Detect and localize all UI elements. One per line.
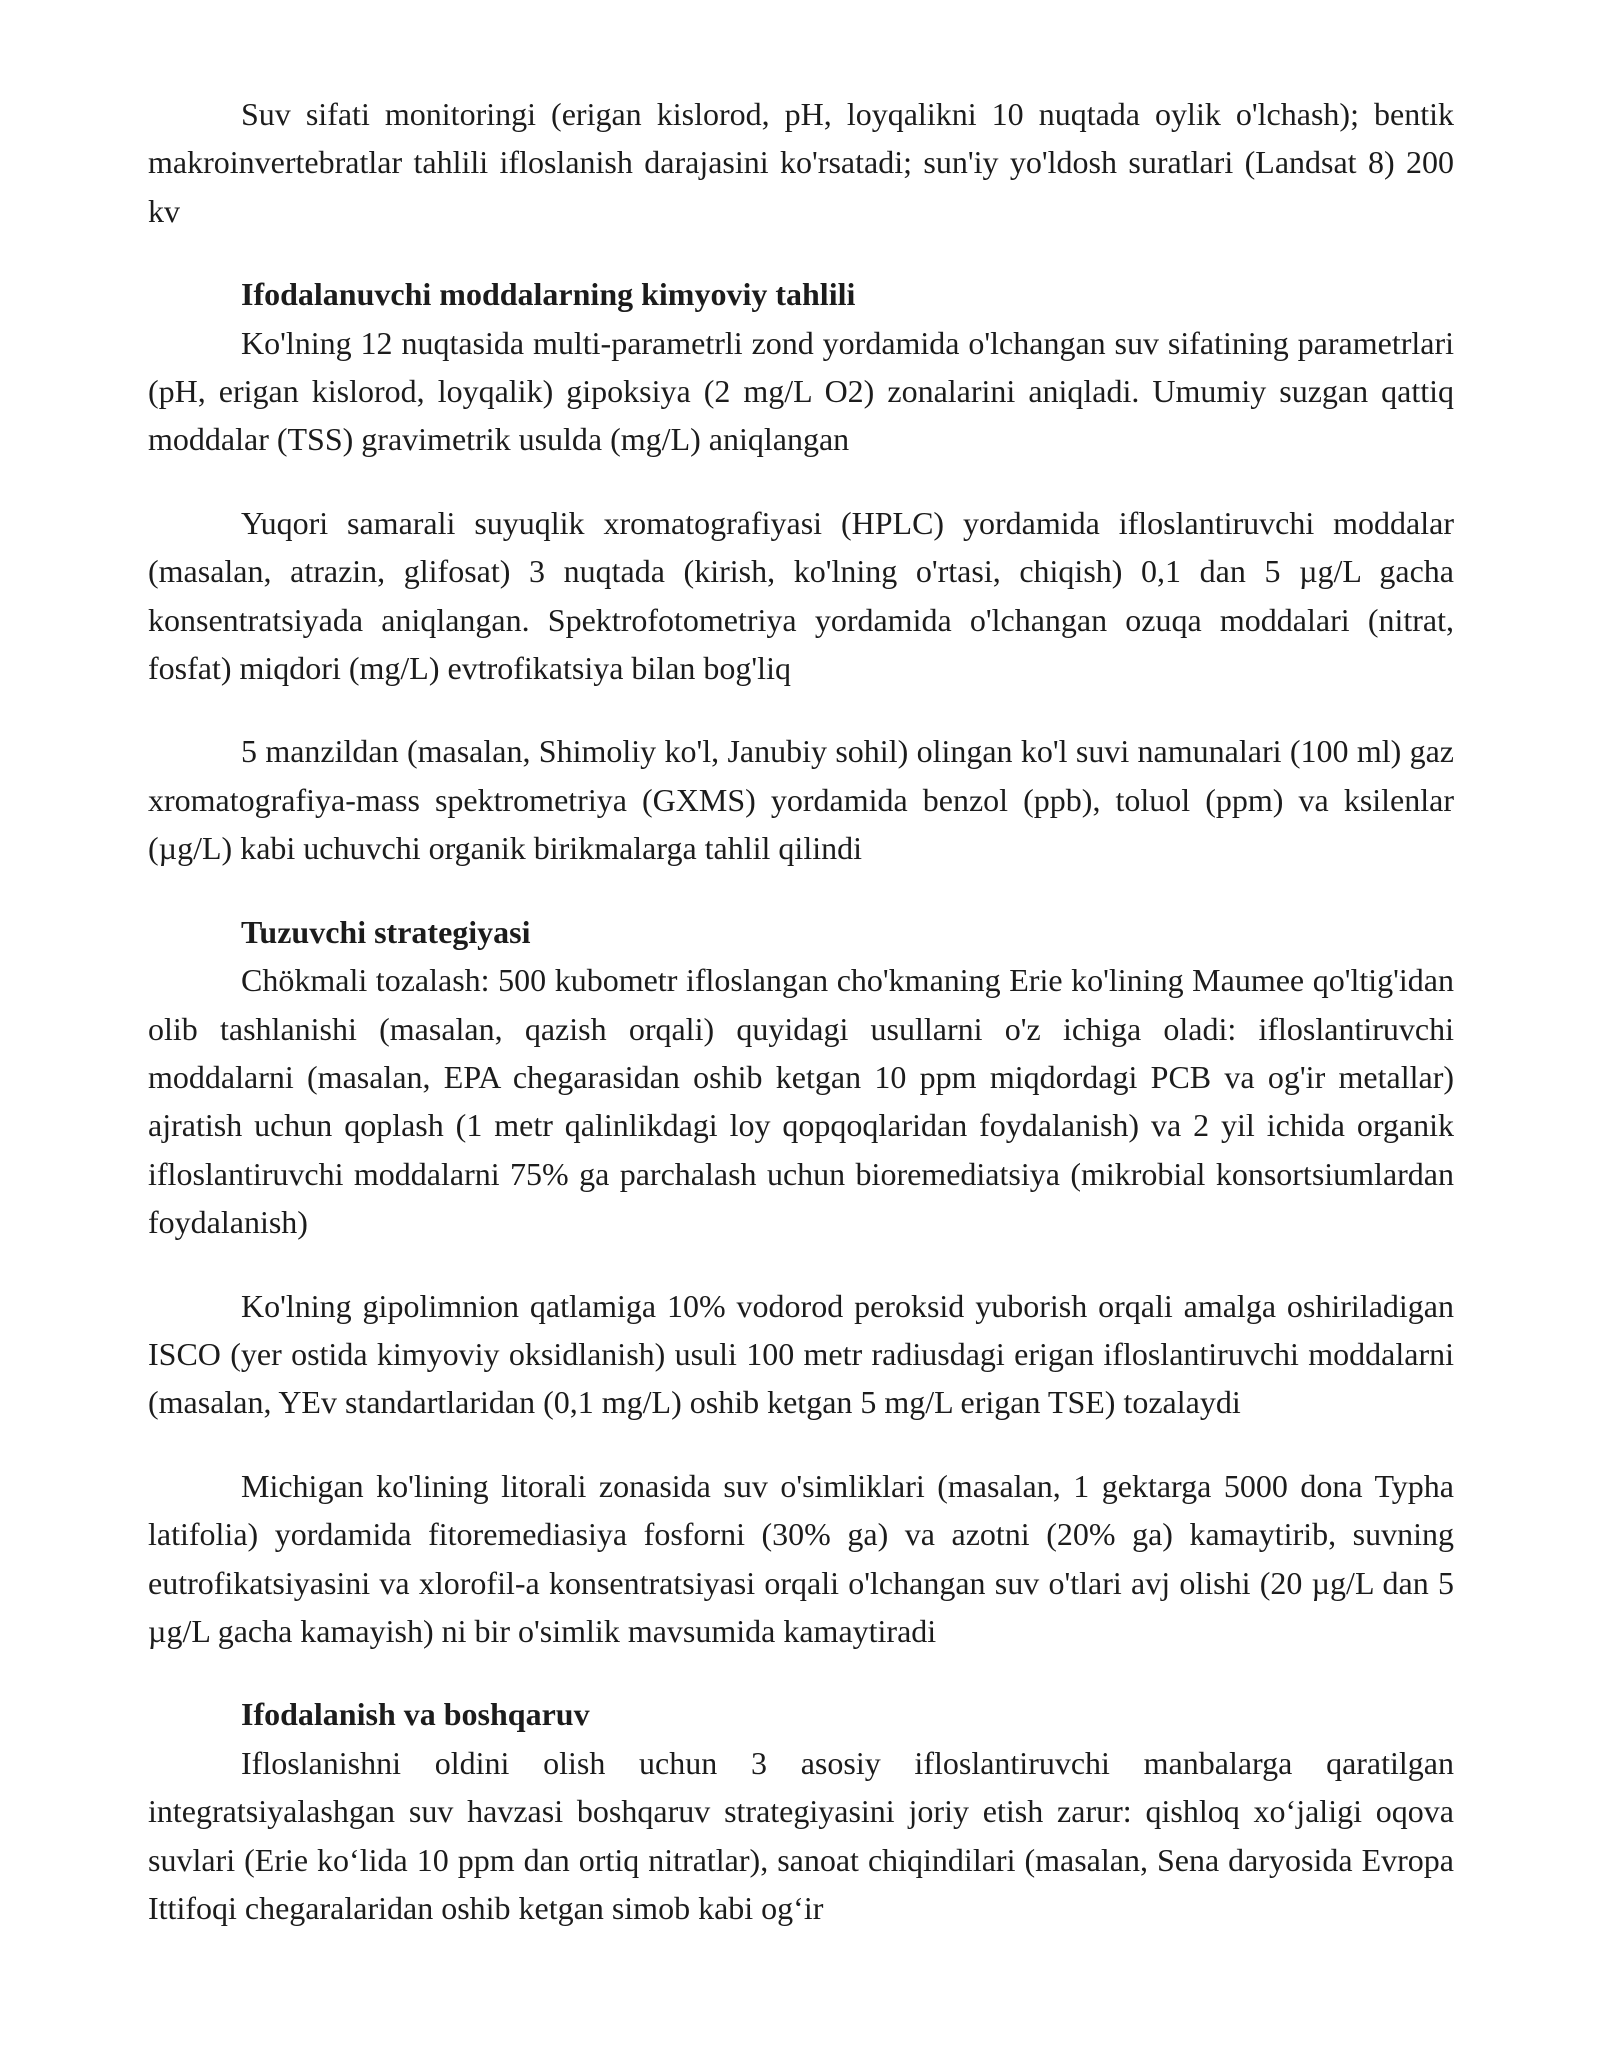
spacer	[148, 1427, 1454, 1462]
paragraph-sediment-cleanup: Chökmali tozalash: 500 kubometr ifloslangan cho'kmaning Erie ko'lining Maumee qo'ltig'idan olib tashlanishi (masalan, qazish orqali) quyidagi usullarni o'z ichiga oladi: ifloslantiruvchi moddalarni (masalan, EPA chegarasidan oshib ketgan 10 ppm miqdordagi PCB va og'ir metallar) ajratish uchun qoplash (1 metr qalinlikdagi loy qopqoqlaridan foydalanish) va 2 yil ichida organik ifloslantiruvchi moddalarni 75% ga parchalash uchun bioremediatsiya (mikrobial konsortsiumlardan foydalanish)	[148, 962, 1454, 1241]
spacer	[148, 464, 1454, 499]
spacer	[148, 692, 1454, 727]
paragraph-gcms: 5 manzildan (masalan, Shimoliy ko'l, Janubiy sohil) olingan ko'l suvi namunalari (100 ml) gaz xromatografiya-mass spektrometriya (GXMS) yordamida benzol (ppb), toluol (ppm) va ksilenlar (µg/L) kabi uchuvchi organik birikmalarga tahlil qilindi	[148, 733, 1454, 867]
spacer	[148, 1655, 1454, 1690]
heading-chemical-analysis: Ifodalanuvchi moddalarning kimyoviy tahlili	[241, 276, 856, 313]
document-page	[148, 90, 1454, 1932]
paragraph-phytoremediation: Michigan ko'lining litorali zonasida suv o'simliklari (masalan, 1 gektarga 5000 dona Typha latifolia) yordamida fitoremediasiya fosforni (30% ga) va azotni (20% ga) kamaytirib, suvning eutrofikatsiyasini va xlorofil-a konsentratsiyasi orqali o'lchangan suv o'tlari avj olishi (20 µg/L dan 5 µg/L gacha kamayish) ni bir o'simlik mavsumida kamaytiradi	[148, 1467, 1454, 1649]
paragraph-water-monitoring: Suv sifati monitoringi (erigan kislorod, pH, loyqalikni 10 nuqtada oylik o'lchash); bentik makroinvertebratlar tahlili ifloslanish darajasini ko'rsatadi; sun'iy yo'ldosh suratlari (Landsat 8) 200 kv	[148, 96, 1454, 229]
heading-management: Ifodalanish va boshqaruv	[241, 1696, 590, 1733]
paragraph-isco: Ko'lning gipolimnion qatlamiga 10% vodorod peroksid yuborish orqali amalga oshiriladigan ISCO (yer ostida kimyoviy oksidlanish) usuli 100 metr radiusdagi erigan ifloslantiruvchi moddalarni (masalan, YEv standartlaridan (0,1 mg/L) oshib ketgan 5 mg/L erigan TSE) tozalaydi	[148, 1287, 1454, 1421]
paragraph-hplc: Yuqori samarali suyuqlik xromatografiyasi (HPLC) yordamida ifloslantiruvchi moddalar (masalan, atrazin, glifosat) 3 nuqtada (kirish, ko'lning o'rtasi, chiqish) 0,1 dan 5 µg/L gacha konsentratsiyada aniqlangan. Spektrofotometriya yordamida o'lchangan ozuqa moddalari (nitrat, fosfat) miqdori (mg/L) evtrofikatsiya bilan bog'liq	[148, 504, 1454, 687]
paragraph-multiparameter-probe: Ko'lning 12 nuqtasida multi-parametrli zond yordamida o'lchangan suv sifatining parametrlari (pH, erigan kislorod, loyqalik) gipoksiya (2 mg/L O2) zonalarini aniqladi. Umumiy suzgan qattiq moddalar (TSS) gravimetrik usulda (mg/L) aniqlangan	[148, 324, 1454, 458]
spacer	[148, 1247, 1454, 1282]
spacer	[148, 235, 1454, 270]
heading-strategy: Tuzuvchi strategiyasi	[241, 913, 531, 950]
paragraph-pollution-prevention: Ifloslanishni oldini olish uchun 3 asosiy ifloslantiruvchi manbalarga qaratilgan integratsiyalashgan suv havzasi boshqaruv strategiyasini joriy etish zarur: qishloq xo‘jaligi oqova suvlari (Erie ko‘lida 10 ppm dan ortiq nitratlar), sanoat chiqindilari (masalan, Sena daryosida Evropa Ittifoqi chegaralaridan oshib ketgan simob kabi og‘ir	[148, 1744, 1454, 1926]
spacer	[148, 873, 1454, 908]
